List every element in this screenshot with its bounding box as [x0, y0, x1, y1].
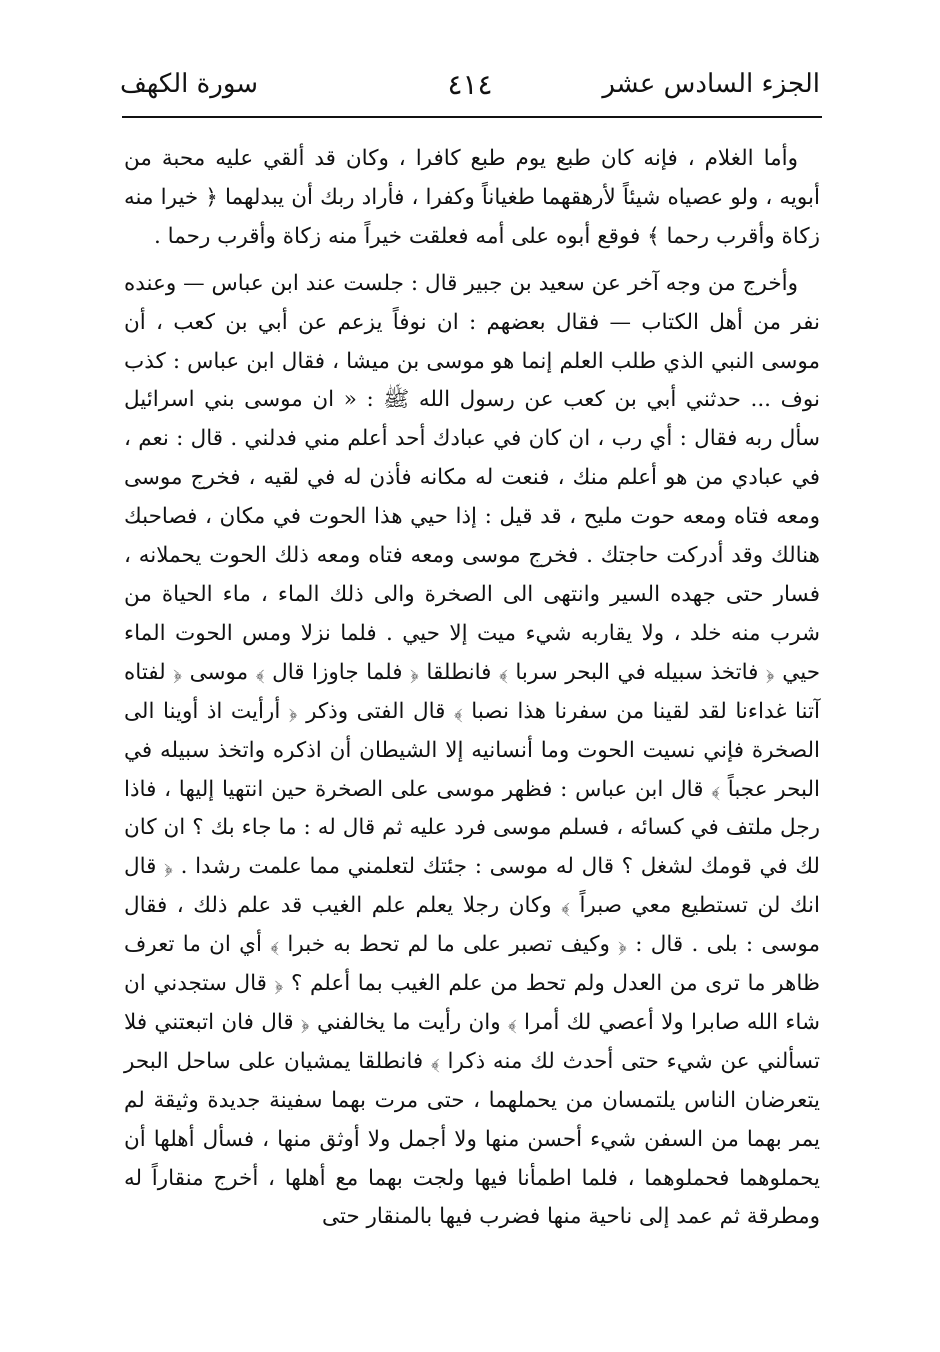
part-label: الجزء السادس عشر — [602, 69, 820, 99]
paragraph: وأخرج من وجه آخر عن سعيد بن جبير قال : جلست عند ابن عباس — وعنده نفر من أهل الكتاب — فقال بعضهم : ان نوفاً يزعم عن أبي بن كعب ، أن موسى النبي الذي طلب العلم إنما هو موسى بن ميشا ، فقال ابن عباس : كذب نوف ... حدثني أبي بن كعب عن رسول الله ﷺ : « ان موسى بني اسرائيل سأل ربه فقال : أي رب ، ان كان في عبادك أحد أعلم مني فدلني . قال : نعم ، في عبادي من هو أعلم منك ، فنعت له مكانه فأذن له في لقيه ، فخرج موسى ومعه فتاه ومعه حوت مليح ، قد قيل : إذا حيي هذا الحوت في مكان ، فصاحبك هنالك وقد أدركت حاجتك . فخرج موسى ومعه فتاه ومعه ذلك الحوت يحملانه ، فسار حتى جهده السير وانتهى الى الصخرة والى ذلك الماء ، ماء الحياة من شرب منه خلد ، ولا يقاربه شيء ميت إلا حيي . فلما نزلا ومس الحوت الماء حيي ﴿ فاتخذ سبيله في البحر سربا ﴾ فانطلقا ﴿ فلما جاوزا قال ﴾ موسى ﴿ لفتاه آتنا غداءنا لقد لقينا من سفرنا هذا نصبا ﴾ قال الفتى وذكر ﴿ أرأيت اذ أوينا الى الصخرة فإني نسيت الحوت وما أنسانيه إلا الشيطان أن اذكره واتخذ سبيله في البحر عجباً ﴾ قال ابن عباس : فظهر موسى على الصخرة حين انتهيا إليها ، فاذا رجل ملتف في كسائه ، فسلم موسى فرد عليه ثم قال له : ما جاء بك ؟ ان كان لك في قومك لشغل ؟ قال له موسى : جئتك لتعلمني مما علمت رشدا . ﴿ قال انك لن تستطيع معي صبراً ﴾ وكان رجلا يعلم علم الغيب قد علم ذلك ، فقال موسى : بلى . قال : ﴿ وكيف تصبر على ما لم تحط به خبرا ﴾ أي ان ما تعرف ظاهر ما ترى من العدل ولم تحط من علم الغيب بما أعلم ؟ ﴿ قال ستجدني ان شاء الله صابرا ولا أعصي لك أمرا ﴾ وان رأيت ما يخالفني ﴿ قال فان اتبعتني فلا تسألني عن شيء حتى أحدث لك منه ذكرا ﴾ فانطلقا يمشيان على ساحل البحر يتعرضان الناس يلتمسان من يحملهما ، حتى مرت بهما سفينة جديدة وثيقة لم يمر بهما من السفن شيء أحسن منها ولا أجمل ولا أوثق منها ، فسأل أهلها أن يحملوهما فحملوهما ، فلما اطمأنا فيها ولجت بهما مع أهلها ، أخرج منقاراً له ومطرقة ثم عمد إلى ناحية منها فضرب فيها بالمنقار حتى — [124, 270, 821, 1230]
surah-label: سورة الكهف — [120, 69, 259, 99]
header-rule — [122, 116, 822, 118]
page-number: ٤١٤ — [447, 67, 493, 101]
body-text — [124, 140, 820, 1245]
paragraph: وأما الغلام ، فإنه كان طبع يوم طبع كافرا ، وكان قد ألقي عليه محبة من أبويه ، ولو عصياه شيئاً لأرهقهما طغياناً وكفرا ، فأراد ربك أن يبدلهما ﴿ خيرا منه زكاة وأقرب رحما ﴾ فوقع أبوه على أمه فعلقت خيراً منه زكاة وأقرب رحما . — [124, 146, 820, 249]
running-header — [120, 62, 820, 106]
